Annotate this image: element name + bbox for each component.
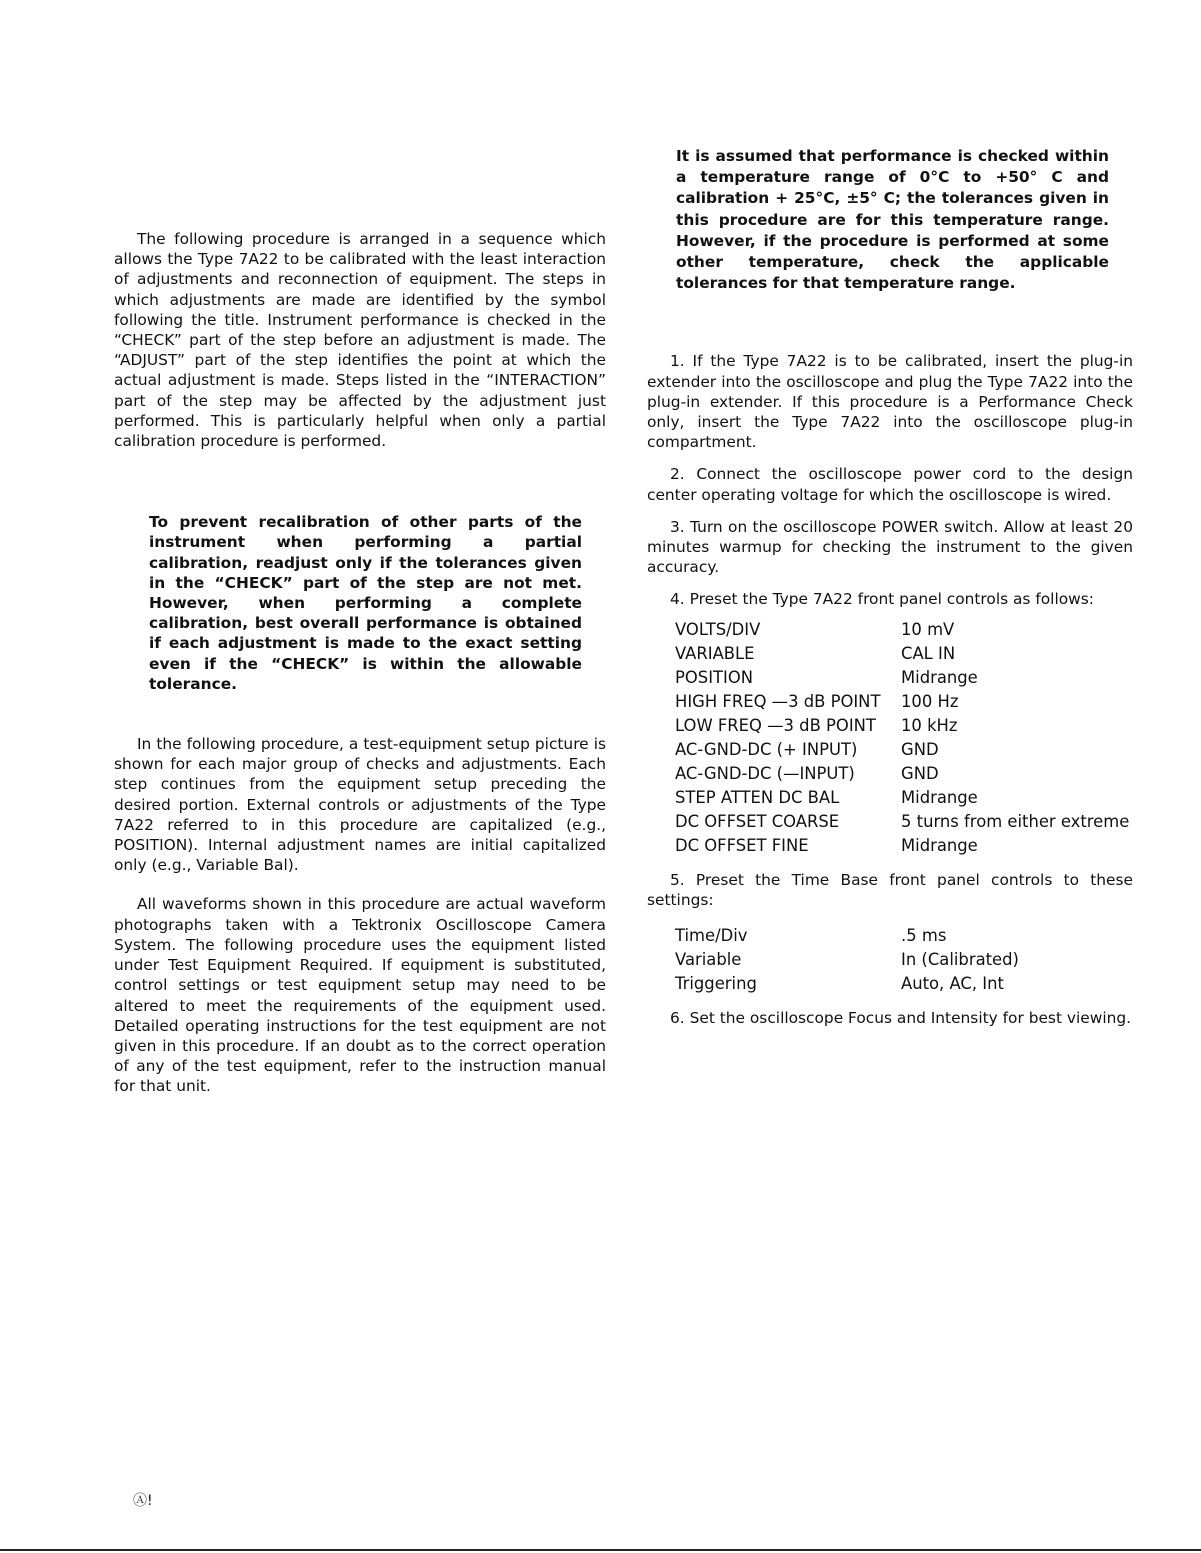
step-3: 3. Turn on the oscilloscope POWER switch. Allow at least 20 minutes warmup for checking the instrument to the given accuracy.: [647, 517, 1133, 577]
revision-mark: Ⓐ!: [133, 1493, 153, 1509]
control-setting: GND: [901, 739, 939, 759]
control-name: AC-GND-DC (—INPUT): [675, 763, 855, 783]
settings-row: [675, 762, 1133, 786]
control-setting: Midrange: [901, 835, 978, 855]
control-name: Time/Div: [675, 926, 748, 946]
control-name: DC OFFSET COARSE: [675, 811, 840, 831]
partial-calibration-note: To prevent recalibration of other parts of the instrument when performing a partial calibration, readjust only if the tolerances given in the “CHECK” part of the step are not met. However, when performing a complete calibration, best overall performance is obtained if each adjustment is made to the exact setting even if the “CHECK” is within the allowable tolerance.: [149, 513, 582, 693]
settings-row: [675, 666, 1133, 690]
control-setting: .5 ms: [901, 926, 947, 946]
setup-paragraph: In the following procedure, a test-equipment setup picture is shown for each major group of checks and adjustments. Each step continues from the equipment setup preceding the desired portion. External controls or adjustments of the Type 7A22 referred to in this procedure are capitalized (e.g., POSITION). Internal adjustment names are initial capitalized only (e.g., Variable Bal).: [114, 735, 606, 875]
step-1: 1. If the Type 7A22 is to be calibrated, insert the plug-in extender into the oscilloscope and plug the Type 7A22 into the plug-in extender. If this procedure is a Performance Check only, insert the Type 7A22 into the oscilloscope plug-in compartment.: [647, 352, 1133, 452]
time-base-settings-table: [675, 924, 1133, 996]
control-setting: 10 kHz: [901, 715, 958, 735]
control-setting: 10 mV: [901, 619, 955, 639]
left-column: [114, 229, 606, 1097]
control-name: DC OFFSET FINE: [675, 835, 809, 855]
preliminary-procedure: [647, 351, 1133, 1028]
control-name: HIGH FREQ —3 dB POINT: [675, 691, 881, 711]
control-name: POSITION: [675, 667, 754, 687]
settings-row: [675, 972, 1133, 996]
control-setting: 100 Hz: [901, 691, 959, 711]
waveforms-paragraph: All waveforms shown in this procedure are actual waveform photographs taken with a Tektronix Oscilloscope Camera System. The following procedure uses the equipment listed under Test Equipment Required. If equipment is substituted, control settings or test equipment setup may need to be altered to meet the requirements of the equipment used. Detailed operating instructions for the test equipment are not given in this procedure. If an doubt as to the correct operation of any of the test equipment, refer to the instruction manual for that unit.: [114, 895, 606, 1096]
control-name: AC-GND-DC (+ INPUT): [675, 739, 858, 759]
bottom-rule: [0, 1549, 1201, 1551]
settings-row: [675, 810, 1133, 834]
right-column: [647, 146, 1133, 1028]
control-setting: CAL IN: [901, 643, 956, 663]
settings-row: [675, 714, 1133, 738]
settings-row: [675, 618, 1133, 642]
intro-paragraph: The following procedure is arranged in a sequence which allows the Type 7A22 to be calibrated with the least interaction of adjustments and reconnection of equipment. The steps in which adjustments are made are identified by the symbol following the title. Instrument performance is checked in the “CHECK” part of the step before an adjustment is made. The “ADJUST” part of the step identifies the point at which the actual adjustment is made. Steps listed in the “INTERACTION” part of the step may be affected by the adjustment just performed. This is particularly helpful when only a partial calibration procedure is performed.: [114, 230, 606, 451]
step-5: 5. Preset the Time Base front panel controls to these settings:: [647, 870, 1133, 909]
control-setting: GND: [901, 763, 939, 783]
settings-row: [675, 924, 1133, 948]
temperature-note: It is assumed that performance is checked within a temperature range of 0°C to +50° C and calibration + 25°C, ±5° C; the tolerances given in this procedure are for this temperature range. However, if the procedure is performed at some other temperature, check the applicable tolerances for that temperature range.: [676, 147, 1109, 293]
step-2: 2. Connect the oscilloscope power cord to the design center operating voltage for which the oscilloscope is wired.: [647, 465, 1133, 504]
control-setting: 5 turns from either extreme: [901, 811, 1130, 831]
settings-row: [675, 642, 1133, 666]
control-name: LOW FREQ —3 dB POINT: [675, 715, 876, 735]
control-name: STEP ATTEN DC BAL: [675, 787, 840, 807]
step-6: 6. Set the oscilloscope Focus and Intensity for best viewing.: [670, 1009, 1132, 1028]
control-name: Variable: [675, 950, 742, 970]
control-setting: Auto, AC, Int: [901, 974, 1004, 994]
settings-row: [675, 948, 1133, 972]
control-setting: Midrange: [901, 667, 978, 687]
front-panel-settings-table: [675, 618, 1133, 858]
control-setting: Midrange: [901, 787, 978, 807]
step-4: 4. Preset the Type 7A22 front panel controls as follows:: [670, 590, 1094, 609]
settings-row: [675, 834, 1133, 858]
settings-row: [675, 738, 1133, 762]
settings-row: [675, 786, 1133, 810]
settings-row: [675, 690, 1133, 714]
control-name: VOLTS/DIV: [675, 619, 761, 639]
control-name: VARIABLE: [675, 643, 755, 663]
control-name: Triggering: [675, 974, 757, 994]
control-setting: In (Calibrated): [901, 950, 1019, 970]
